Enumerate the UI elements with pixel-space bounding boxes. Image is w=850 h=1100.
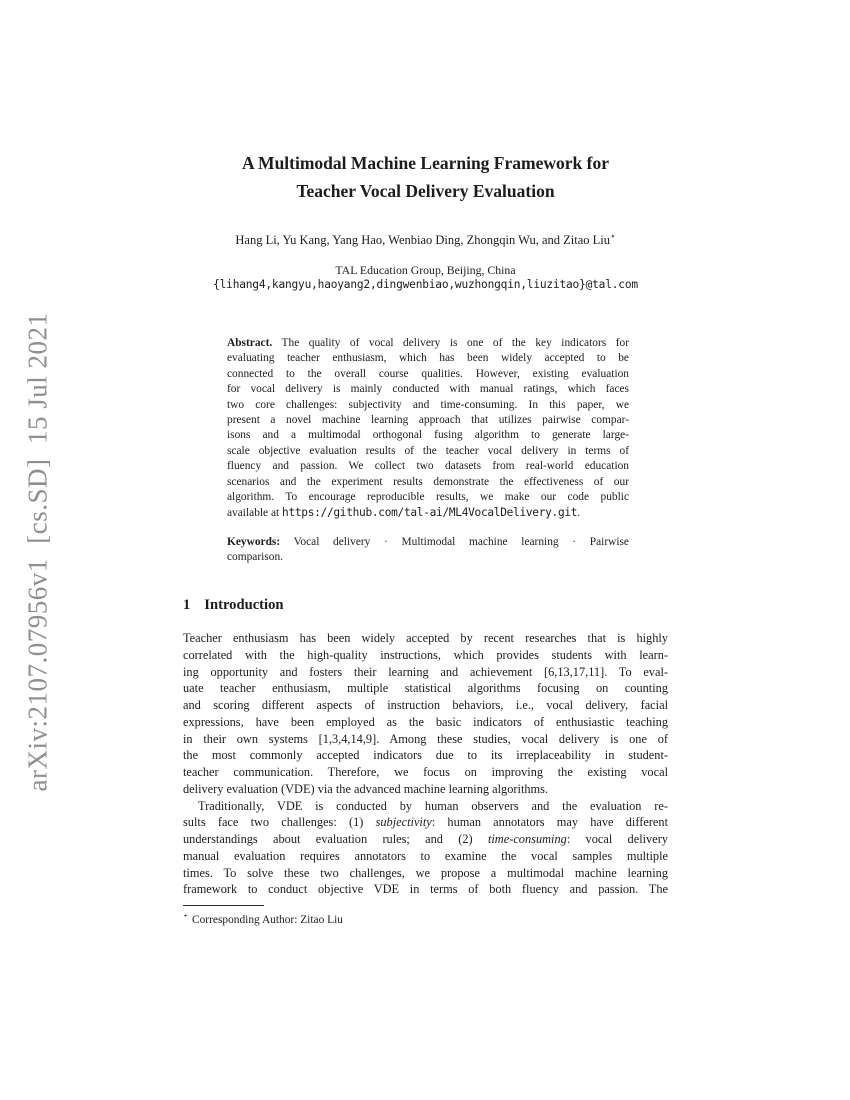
text-line xyxy=(227,550,629,565)
text-run: . xyxy=(577,507,581,520)
text-line xyxy=(183,781,668,798)
section-number: 1 xyxy=(183,597,191,613)
text-run: : vocal delivery xyxy=(566,832,668,846)
text-run: two core challenges: subjectivity and time-consuming. In this paper, we xyxy=(227,398,629,411)
text-line xyxy=(183,664,668,681)
text-run: for vocal delivery is mainly conducted with manual ratings, which faces xyxy=(227,383,629,396)
text-line xyxy=(183,714,668,731)
text-run: teacher communication. Therefore, we focus on improving the existing vocal xyxy=(183,765,668,779)
text-run: sults face two challenges: (1) xyxy=(183,815,376,830)
text-line xyxy=(227,475,629,490)
footnote xyxy=(183,911,668,926)
text-line xyxy=(227,444,629,459)
text-line xyxy=(227,351,629,366)
text-line xyxy=(227,336,629,351)
text-run: scenarios and the experiment results demonstrate the effectiveness of our xyxy=(227,475,629,488)
text-run: time-consuming xyxy=(487,832,567,846)
text-run: correlated with the high-quality instructions, which provides students with learn- xyxy=(183,647,668,662)
text-line xyxy=(227,490,629,505)
footnote-text: Corresponding Author: Zitao Liu xyxy=(192,913,343,926)
author-names: Hang Li, Yu Kang, Yang Hao, Wenbiao Ding, Zhongqin Wu, and Zitao Liu xyxy=(235,233,610,248)
affiliation: TAL Education Group, Beijing, China xyxy=(335,263,516,277)
text-run: Abstract. xyxy=(227,337,273,349)
paper-title xyxy=(183,149,668,205)
text-run: The quality of vocal delivery is one of the key indicators for xyxy=(272,337,629,349)
code-repository-link[interactable]: https://github.com/tal-ai/ML4VocalDelivery.git xyxy=(282,506,578,520)
text-run: Traditionally, VDE is conducted by human observers and the evaluation re- xyxy=(198,798,668,813)
text-run: subjectivity xyxy=(375,815,432,830)
text-run: scale objective evaluation results of the teacher vocal delivery in terms of xyxy=(227,444,629,457)
text-line xyxy=(183,848,668,865)
keywords-paragraph xyxy=(227,535,629,566)
corresponding-author-star: ⋆ xyxy=(609,231,616,241)
abstract-paragraph xyxy=(227,336,629,522)
footnote-star: ⋆ xyxy=(183,911,189,920)
text-line xyxy=(227,382,629,397)
text-line xyxy=(183,814,668,831)
text-line xyxy=(183,747,668,764)
text-run: framework to conduct objective VDE in terms of both fluency and passion. The xyxy=(183,882,668,897)
text-line xyxy=(183,731,668,748)
text-line xyxy=(227,367,629,382)
text-line xyxy=(183,798,668,815)
text-run: : human annotators may have different xyxy=(431,815,668,830)
text-run: present a novel machine learning approach that utilizes pairwise compar- xyxy=(227,414,629,427)
text-line xyxy=(183,647,668,664)
introduction-body-text xyxy=(183,630,668,898)
text-run: Vocal delivery · Multimodal machine learning · Pairwise xyxy=(280,536,629,548)
text-run: delivery evaluation (VDE) via the advanced machine learning algorithms. xyxy=(183,781,549,796)
text-line xyxy=(227,413,629,428)
text-run: expressions, have been employed as the basic indicators of enthusiastic teaching xyxy=(183,714,668,729)
paper-title-line-2: Teacher Vocal Delivery Evaluation xyxy=(296,181,555,201)
text-line xyxy=(183,831,668,848)
text-line xyxy=(227,505,629,521)
text-run: and scoring different aspects of instruction behaviors, i.e., vocal delivery, facial xyxy=(183,698,668,712)
email-line: {lihang4,kangyu,haoyang2,dingwenbiao,wuzhongqin,liuzitao}@tal.com xyxy=(213,278,638,291)
text-line xyxy=(183,630,668,647)
paper-title-line-1: A Multimodal Machine Learning Framework for xyxy=(242,153,609,173)
text-line xyxy=(227,535,629,550)
text-run: manual evaluation requires annotators to examine the vocal samples multiple xyxy=(183,848,668,863)
text-line xyxy=(183,680,668,697)
text-run: the most commonly accepted indicators due to its irreplaceability in student- xyxy=(183,748,668,763)
text-line xyxy=(183,881,668,898)
text-run: connected to the overall course qualities. However, existing evaluation xyxy=(227,367,629,380)
section-title: Introduction xyxy=(204,597,284,613)
text-line xyxy=(227,428,629,443)
text-run: comparison. xyxy=(227,551,283,564)
text-run: algorithm. To encourage reproducible results, we make our code public xyxy=(227,491,629,504)
section-heading-introduction xyxy=(183,597,668,614)
text-line xyxy=(183,764,668,781)
text-run: ing opportunity and fosters their learning and achievement [6,13,17,11]. To eval- xyxy=(183,664,668,679)
text-run: understandings about evaluation rules; and (2) xyxy=(183,832,488,846)
text-run: available at xyxy=(227,507,283,520)
footnote-rule xyxy=(183,905,264,906)
text-run: Teacher enthusiasm has been widely accepted by recent researches that is highly xyxy=(183,631,668,645)
text-line xyxy=(227,398,629,413)
text-run: Keywords: xyxy=(227,536,281,548)
text-run: isons and a multimodal orthogonal fusing algorithm to generate large- xyxy=(227,429,629,442)
arxiv-watermark: arXiv:2107.07956v1 [cs.SD] 15 Jul 2021 xyxy=(22,312,53,792)
author-list xyxy=(183,231,668,248)
text-line xyxy=(183,865,668,882)
text-line xyxy=(183,697,668,714)
text-run: evaluating teacher enthusiasm, which has been widely accepted to be xyxy=(227,352,629,365)
text-run: uate teacher enthusiasm, multiple statistical algorithms focusing on counting xyxy=(183,681,668,696)
text-run: times. To solve these two challenges, we propose a multimodal machine learning xyxy=(183,865,668,880)
text-run: fluency and passion. We collect two datasets from real-world education xyxy=(227,460,629,473)
text-run: in their own systems [1,3,4,14,9]. Among these studies, vocal delivery is one of xyxy=(183,731,668,746)
text-line xyxy=(227,459,629,474)
